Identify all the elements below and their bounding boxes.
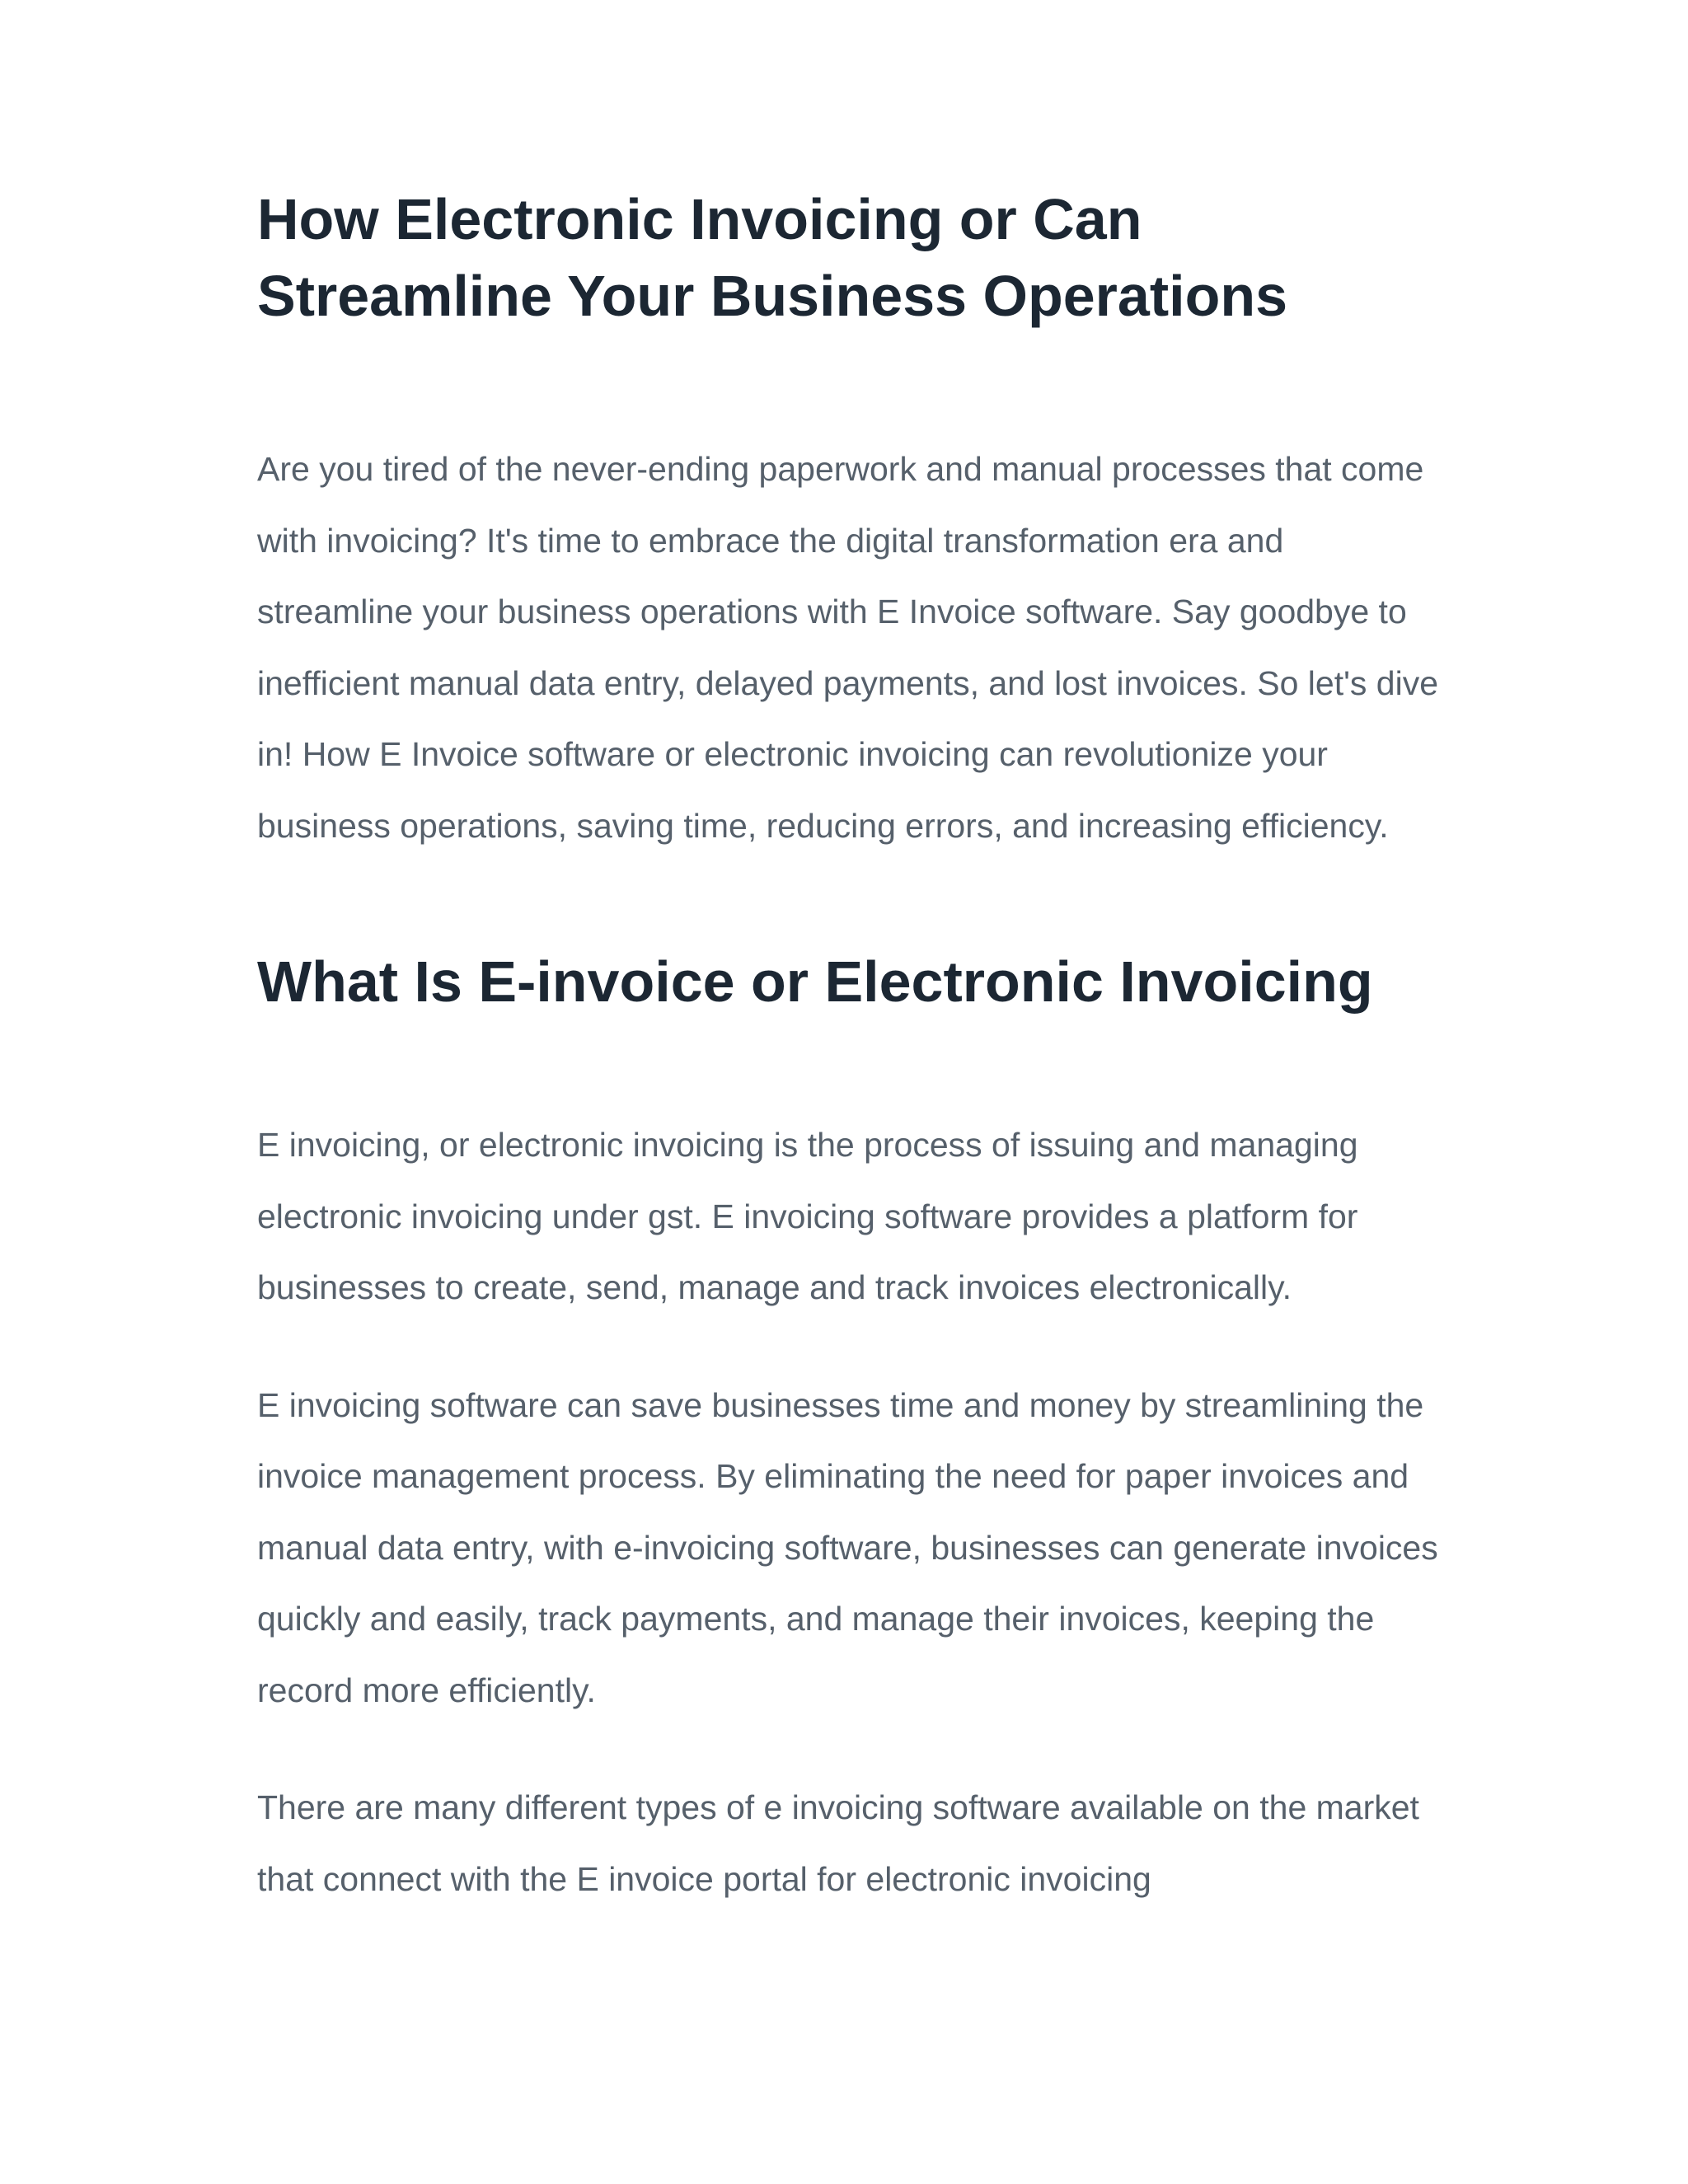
section-paragraph-1: E invoicing, or electronic invoicing is the process of issuing and managing electronic invoicing under gst. E invoicing software provides a platform for businesses to create, send, manage and track invoices electronically. xyxy=(257,1126,1358,1306)
intro-paragraph: Are you tired of the never-ending paperwork and manual processes that come with invoicing? It's time to embrace the digital transformation era and streamline your business operations with E Invoice software. Say goodbye to inefficient manual data entry, delayed payments, and lost invoices. So let's dive in! How E Invoice software or electronic invoicing can revolutionize your business operations, saving time, reducing errors, and increasing efficiency. xyxy=(257,450,1439,845)
section-paragraph-2: E invoicing software can save businesses time and money by streamlining the invoice management process. By eliminating the need for paper invoices and manual data entry, with e-invoicing software, businesses can generate invoices quickly and easily, track payments, and manage their invoices, keeping the record more efficiently. xyxy=(257,1385,1438,1709)
section-heading: What Is E-invoice or Electronic Invoicing xyxy=(257,949,1373,1014)
article xyxy=(257,181,1444,1915)
section-paragraph-3: There are many different types of e invoicing software available on the market that connect with the E invoice portal for electronic invoicing xyxy=(257,1788,1419,1898)
page-title: How Electronic Invoicing or Can Streamline Your Business Operations xyxy=(257,187,1288,328)
